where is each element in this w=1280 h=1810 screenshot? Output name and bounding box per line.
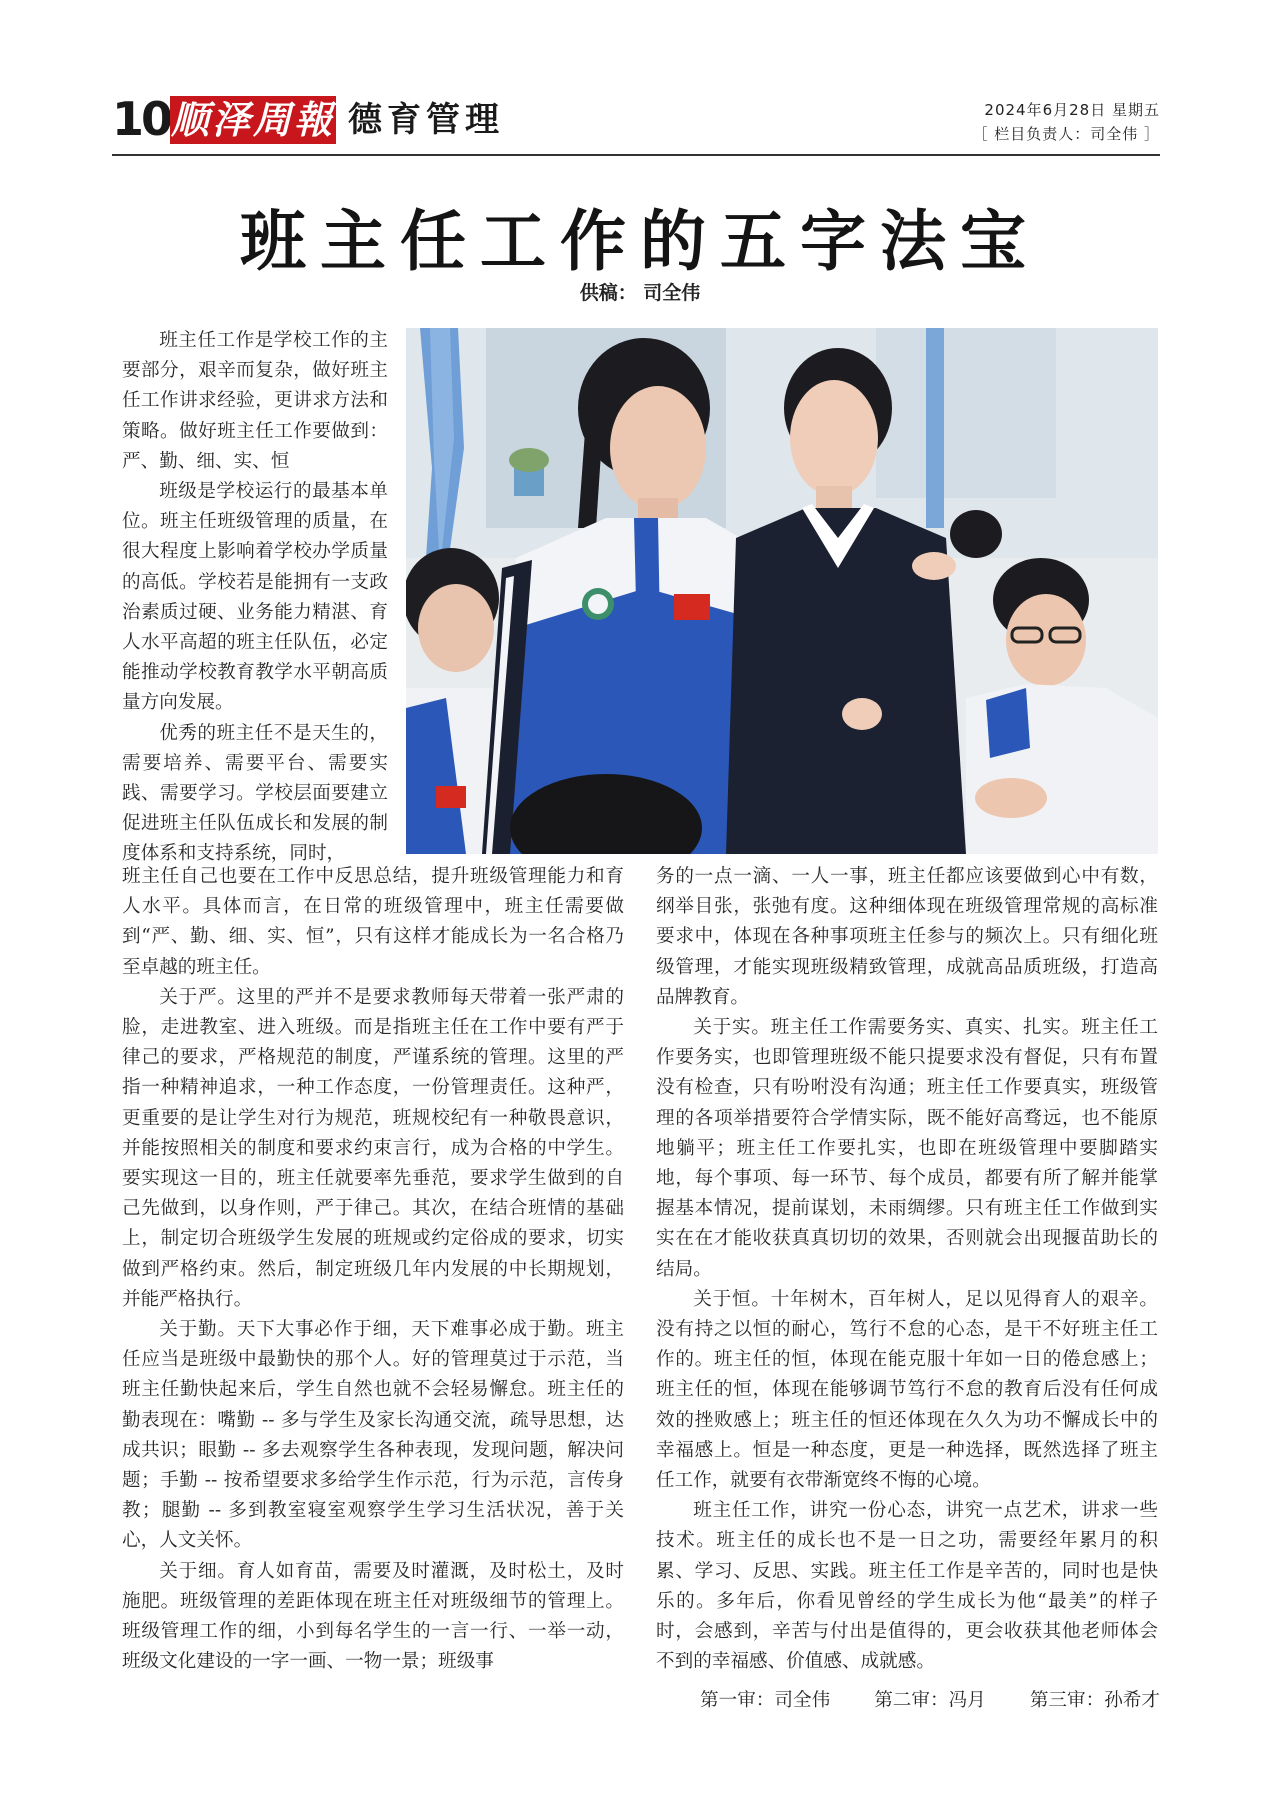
page-number: 10 [112,92,171,146]
second-review: 第二审：冯月 [874,1690,986,1711]
paragraph: 班主任工作，讲究一份心态，讲究一点艺术，讲求一些技术。班主任的成长也不是一日之功，需要经年累月的积累、学习、反思、实践。班主任工作是辛苦的，同时也是快乐的。多年后，你看见曾经的学生成长为他“最美”的样子时，会感到，辛苦与付出是值得的，更会收获其他老师体会不到的幸福感、价值感、成就感。 [656,1500,1158,1673]
third-review: 第三审：孙希才 [1029,1690,1160,1711]
paragraph: 关于严。这里的严并不是要求教师每天带着一张严肃的脸，走进教室、进入班级。而是指班主任在工作中要有严于律己的要求，严格规范的制度，严谨系统的管理。这里的严指一种精神追求，一种工作态度，一份管理责任。这种严，更重要的是让学生对行为规范，班规校纪有一种敬畏意识，并能按照相关的制度和要求约束言行，成为合格的中学生。要实现这一目的，班主任就要率先垂范，要求学生做到的自己先做到，以身作则，严于律己。其次，在结合班情的基础上，制定切合班级学生发展的班规或约定俗成的要求，切实做到严格约束。然后，制定班级几年内发展的中长期规划，并能严格执行。 [122,986,624,1310]
classroom-photo [406,328,1158,854]
article-column-left-bottom [122,862,624,1677]
paragraph: 班主任工作是学校工作的主要部分，艰辛而复杂，做好班主任工作讲求经验，更讲求方法和策略。做好班主任工作要做到：严、勤、细、实、恒 [122,330,388,472]
paragraph: 关于实。班主任工作需要务实、真实、扎实。班主任工作要务实，也即管理班级不能只提要求没有督促，只有布置没有检查，只有吩咐没有沟通；班主任工作要真实，班级管理的各项举措要符合学情实际，既不能好高骛远，也不能原地躺平；班主任工作要扎实，也即在班级管理中要脚踏实地，每个事项、每一环节、每个成员，都要有所了解并能掌握基本情况，提前谋划，未雨绸缪。只有班主任工作做到实实在在才能收获真真切切的效果，否则就会出现揠苗助长的结局。 [656,1017,1158,1280]
masthead-logo: 顺泽周報 [170,97,335,142]
paragraph: 关于细。育人如育苗，需要及时灌溉，及时松土，及时施肥。班级管理的差距体现在班主任对班级细节的管理上。班级管理工作的细，小到每名学生的一言一行、一举一动，班级文化建设的一字一画、一物一景；班级事 [122,1560,624,1673]
paragraph-continued: 班主任自己也要在工作中反思总结，提升班级管理能力和育人水平。具体而言，在日常的班级管理中，班主任需要做到“严、勤、细、实、恒”，只有这样才能成长为一名合格乃至卓越的班主任。 [122,866,624,978]
issue-date: 2024年6月28日 星期五 [984,101,1160,119]
paragraph: 班级是学校运行的最基本单位。班主任班级管理的质量，在很大程度上影响着学校办学质量的高低。学校若是能拥有一支政治素质过硬、业务能力精湛、育人水平高超的班主任队伍，必定能推动学校教育教学水平朝高质量方向发展。 [122,481,388,714]
first-review: 第一审：司全伟 [700,1690,831,1711]
article-title: 班主任工作的五字法宝 [240,203,1040,280]
article-photo [406,328,1158,854]
article-byline: 供稿： 司全伟 [579,282,701,304]
header-info [972,98,1160,146]
section-title: 德育管理 [348,100,504,140]
article-column-left-top [122,326,388,870]
paragraph: 关于恒。十年树木，百年树人，足以见得育人的艰辛。没有持之以恒的耐心，笃行不怠的心态，是干不好班主任工作的。班主任的恒，体现在能克服十年如一日的倦怠感上；班主任的恒，体现在能够调节笃行不怠的教育后没有任何成效的挫败感上；班主任的恒还体现在久久为功不懈成长中的幸福感上。恒是一种态度，更是一种选择，既然选择了班主任工作，就要有衣带渐宽终不悔的心境。 [656,1288,1158,1492]
paragraph-continued: 务的一点一滴、一人一事，班主任都应该要做到心中有数，纲举目张，张弛有度。这种细体现在班级管理常规的高标准要求中，体现在各种事项班主任参与的频次上。只有细化班级管理，才能实现班级精致管理，成就高品质班级，打造高品牌教育。 [656,866,1158,1008]
article-column-right [656,862,1158,1677]
column-editor: ［ 栏目负责人：司全伟 ］ [972,125,1160,143]
header-divider [112,154,1160,156]
paragraph: 优秀的班主任不是天生的，需要培养、需要平台、需要实践、需要学习。学校层面要建立促进班主任队伍成长和发展的制度体系和支持系统，同时， [122,722,388,865]
review-line [700,1686,1160,1712]
paragraph: 关于勤。天下大事必作于细，天下难事必成于勤。班主任应当是班级中最勤快的那个人。好的管理莫过于示范，当班主任勤快起来后，学生自然也就不会轻易懈怠。班主任的勤表现在：嘴勤 -- 多与学生及家长沟通交流，疏导思想，达成共识；眼勤 -- 多去观察学生各种表现，发现问题，解决问题；手勤 -- 按希望要求多给学生作示范，行为示范，言传身教；腿勤 -- 多到教室寝室观察学生学习生活状况，善于关心，人文关怀。 [122,1319,624,1552]
